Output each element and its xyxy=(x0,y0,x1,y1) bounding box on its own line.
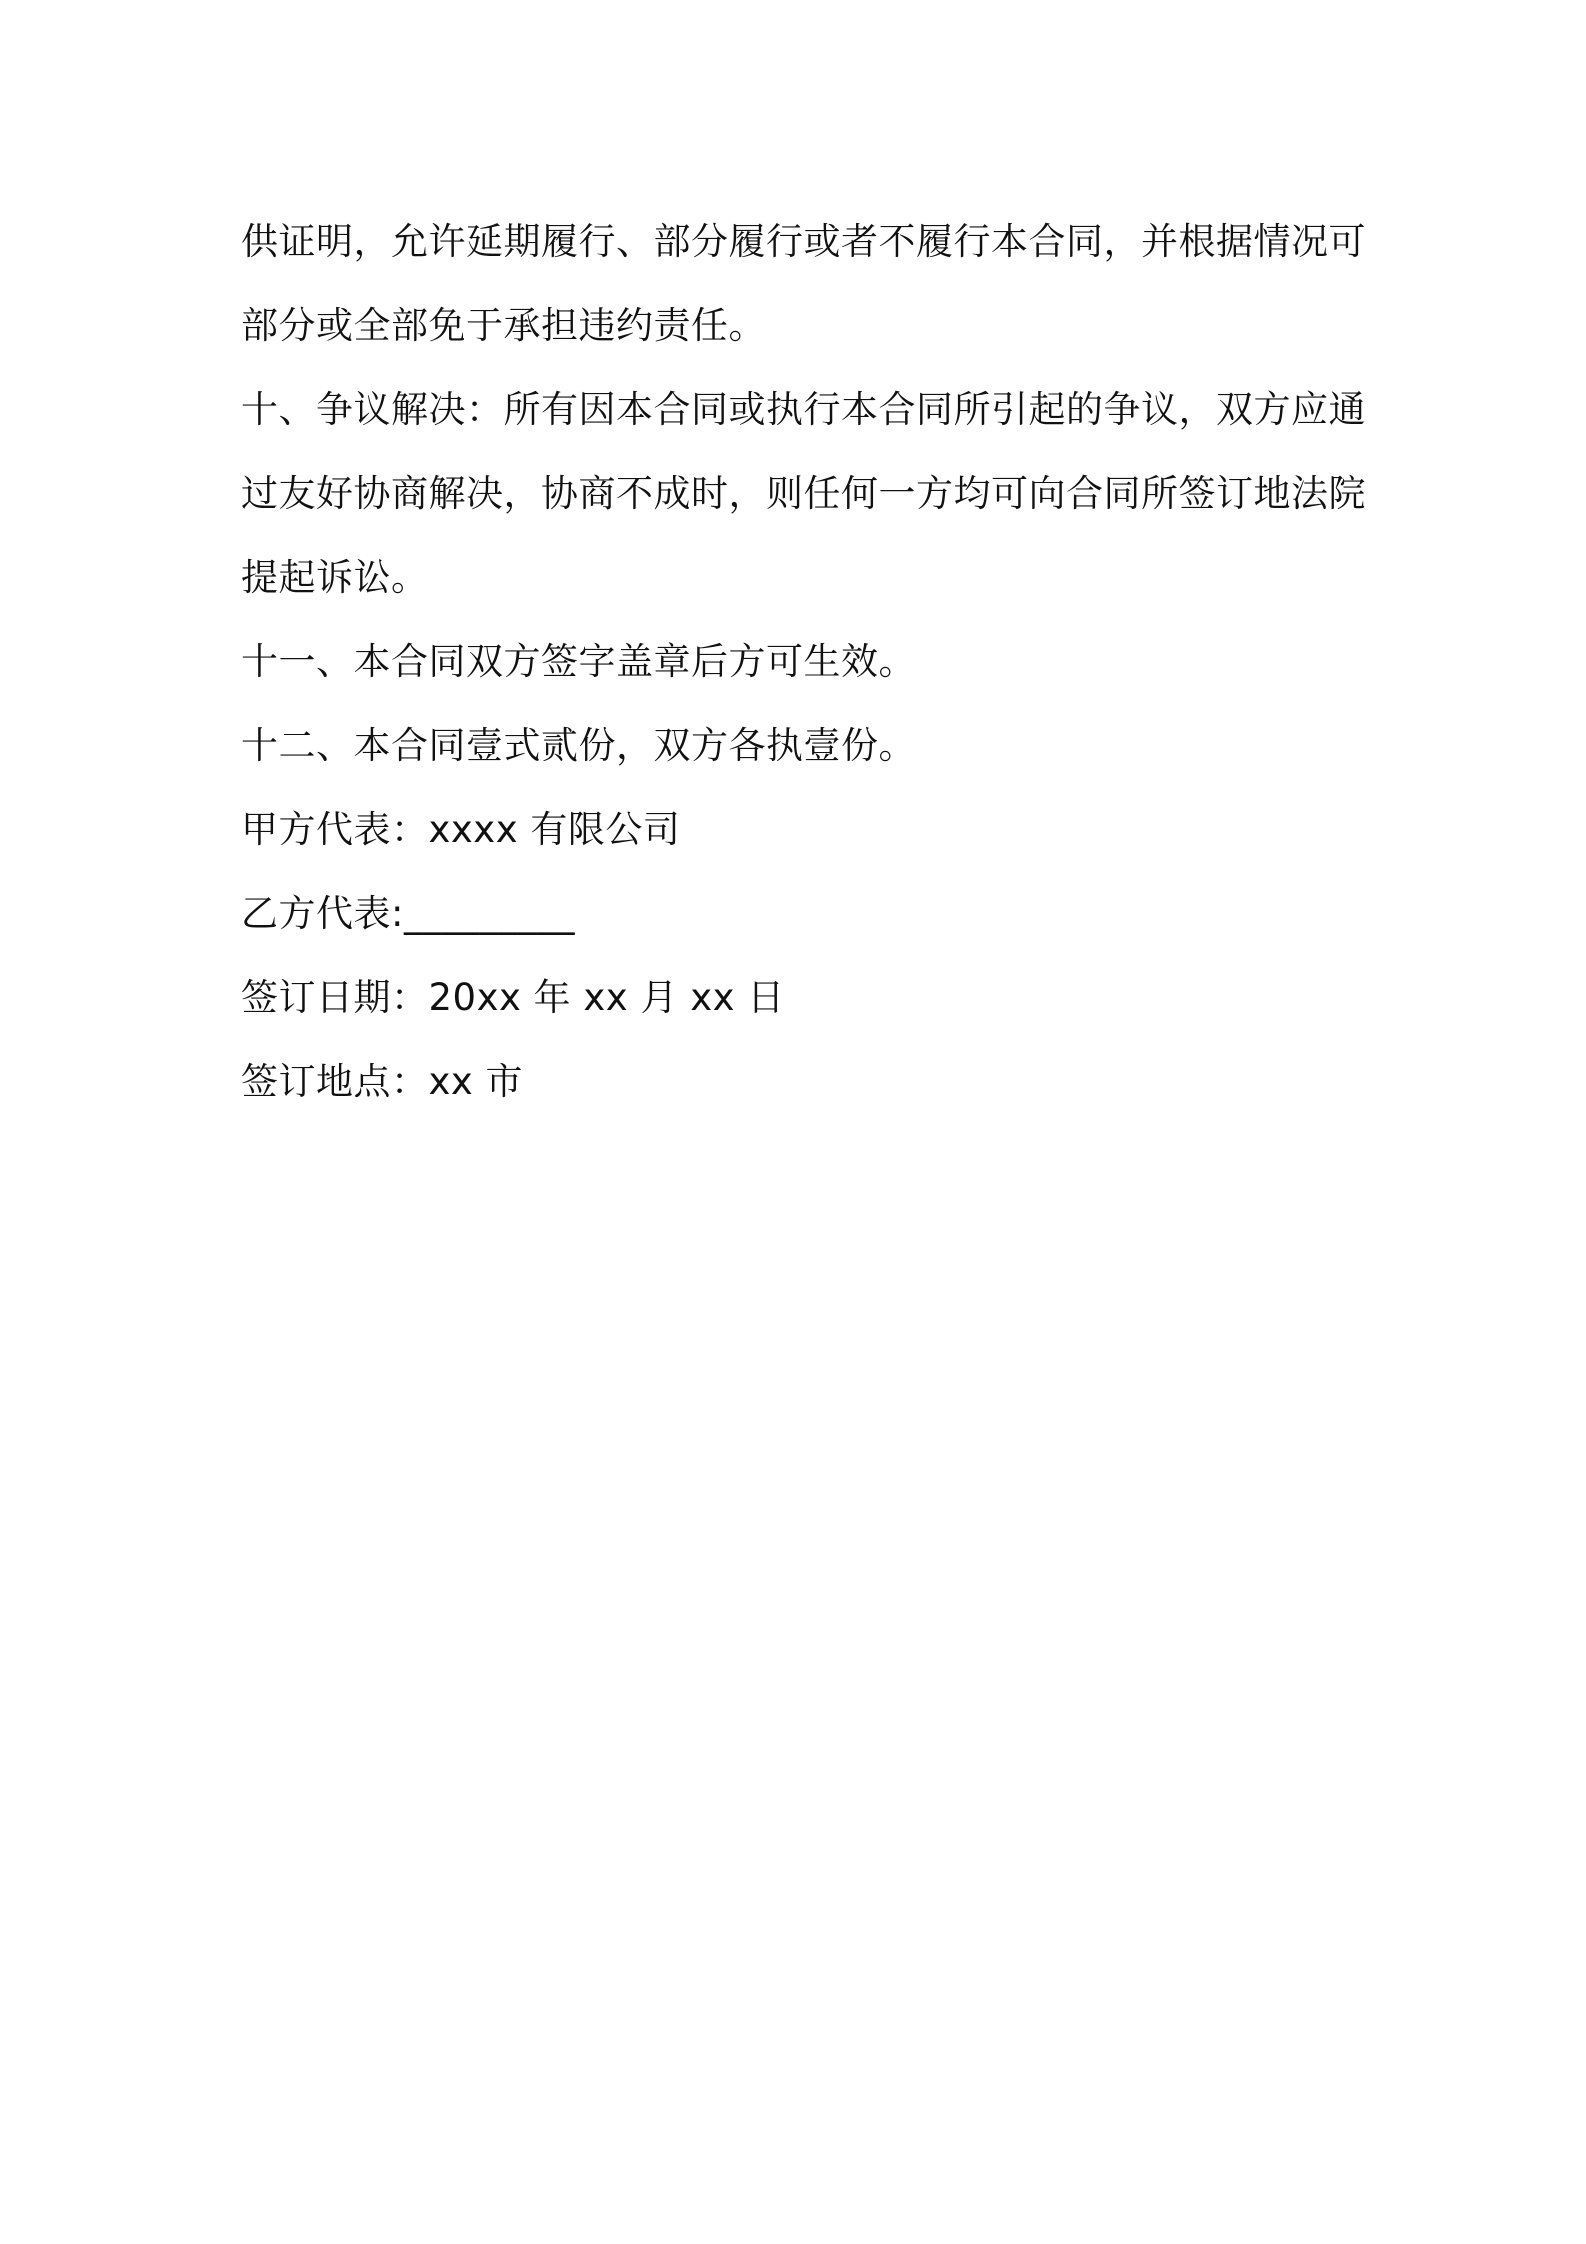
party-b-representative: 乙方代表:_________ xyxy=(241,892,575,935)
clause-11-effectiveness: 十一、本合同双方签字盖章后方可生效。 xyxy=(241,640,916,683)
clause-10-dispute-resolution-line-1: 十、争议解决：所有因本合同或执行本合同所引起的争议，双方应通 xyxy=(241,388,1366,431)
clause-10-dispute-resolution-line-3: 提起诉讼。 xyxy=(241,556,429,599)
party-a-representative: 甲方代表：xxxx 有限公司 xyxy=(241,808,681,851)
clause-12-copies: 十二、本合同壹式贰份，双方各执壹份。 xyxy=(241,724,916,767)
clause-9-continuation-line-1: 供证明，允许延期履行、部分履行或者不履行本合同，并根据情况可 xyxy=(241,220,1366,263)
signing-date: 签订日期：20xx 年 xx 月 xx 日 xyxy=(241,976,785,1019)
clause-10-dispute-resolution-line-2: 过友好协商解决，协商不成时，则任何一方均可向合同所签订地法院 xyxy=(241,472,1366,515)
document-body xyxy=(241,200,1366,1124)
signing-location: 签订地点：xx 市 xyxy=(241,1060,524,1103)
clause-9-continuation-line-2: 部分或全部免于承担违约责任。 xyxy=(241,304,766,347)
